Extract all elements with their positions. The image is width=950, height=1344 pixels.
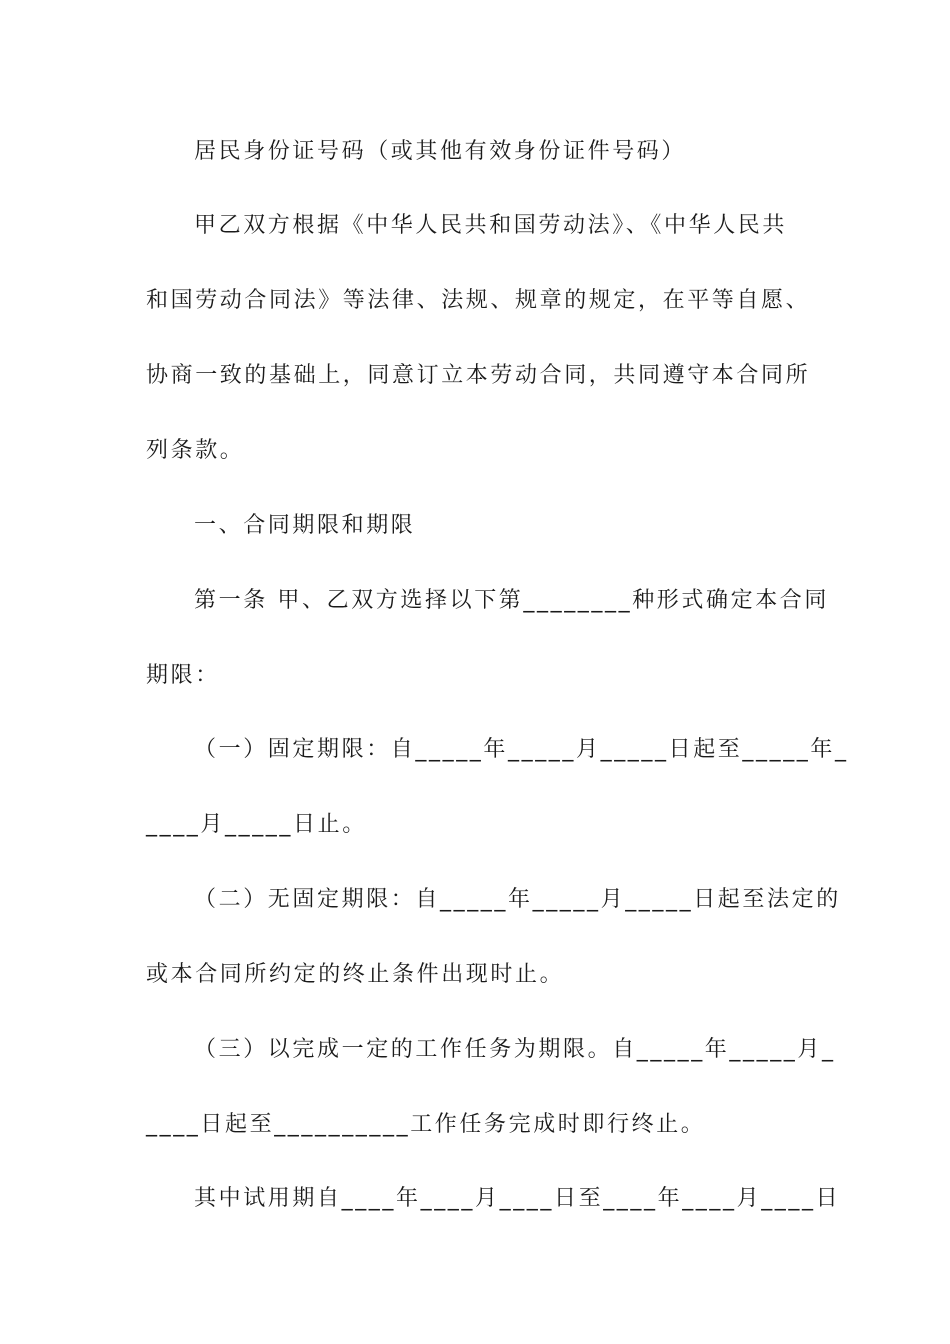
clause-line: （二）无固定期限：自_____年_____月_____日起至法定的 — [194, 887, 841, 912]
paragraph-line: 和国劳动合同法》等法律、法规、规章的规定，在平等自愿、 — [146, 288, 811, 313]
paragraph-line: 甲乙双方根据《中华人民共和国劳动法》、《中华人民共 — [194, 213, 788, 238]
paragraph-line: 列条款。 — [146, 438, 245, 463]
clause-line: ____日起至__________工作任务完成时即行终止。 — [146, 1112, 706, 1137]
clause-line: （三）以完成一定的工作任务为期限。自_____年_____月_ — [194, 1037, 836, 1062]
article-line: 第一条 甲、乙双方选择以下第________种形式确定本合同 — [194, 588, 829, 613]
paragraph-line: 协商一致的基础上，同意订立本劳动合同，共同遵守本合同所 — [146, 363, 811, 388]
clause-line: （一）固定期限：自_____年_____月_____日起至_____年_ — [194, 737, 849, 762]
id-number-line: 居民身份证号码（或其他有效身份证件号码） — [194, 139, 687, 164]
clause-line: ____月_____日止。 — [146, 812, 367, 837]
probation-line: 其中试用期自____年____月____日至____年____月____日 — [194, 1186, 841, 1211]
article-line: 期限： — [146, 663, 220, 688]
clause-line: 或本合同所约定的终止条件出现时止。 — [146, 962, 565, 987]
section-heading: 一、合同期限和期限 — [194, 513, 416, 538]
